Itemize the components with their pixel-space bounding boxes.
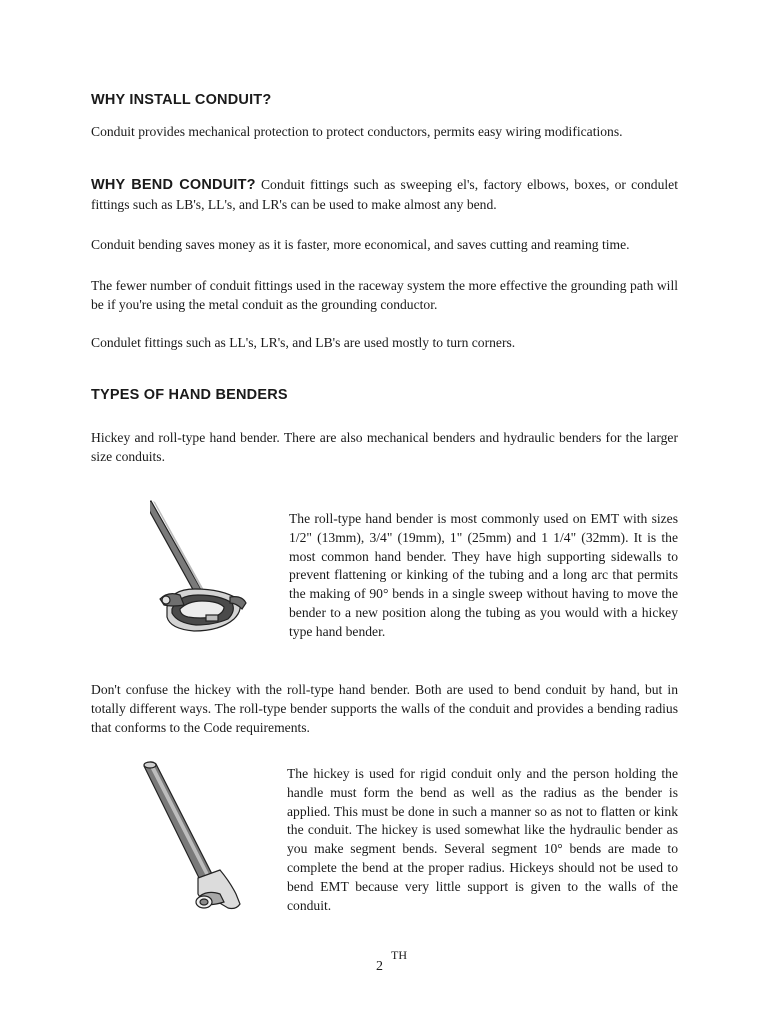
footer-mark: TH <box>391 948 407 962</box>
why-bend-intro-text: Conduit fittings such as sweeping el's, factory elbows, boxes, or condulet fittings such as LB's, LL's, and LR's can be used to make almost any bend. <box>91 177 678 212</box>
paragraph-hickey-description: The hickey is used for rigid conduit only and the person holding the handle must form the bend as well as the radius as the bender is applied. This must be done in such a manner so as not to flatten or kink the conduit. The hickey is used somewhat like the hydraulic bender as you make segment bends. Several segment 10° bends are made to complete the bend at the proper radius. Hickeys should not be used to bend EMT because very little support is given to the walls of the conduit. <box>287 766 678 913</box>
heading-why-install-conduit: WHY INSTALL CONDUIT? <box>91 92 272 108</box>
paragraph-grounding-path: The fewer number of conduit fittings used in the raceway system the more effective the grounding path will be if you're using the metal conduit as the grounding conductor. <box>91 278 678 312</box>
roll-type-bender-illustration <box>150 495 260 640</box>
page-number: 2 <box>376 959 383 974</box>
paragraph-hickey-and-roll-type: Hickey and roll-type hand bender. There are also mechanical benders and hydraulic benders for the larger size conduits. <box>91 430 678 464</box>
heading-why-bend-conduit: WHY BEND CONDUIT? <box>91 177 256 193</box>
heading-types-of-hand-benders: TYPES OF HAND BENDERS <box>91 387 288 403</box>
hickey-bender-illustration <box>140 760 250 920</box>
paragraph-bending-saves-money: Conduit bending saves money as it is faster, more economical, and saves cutting and reaming time. <box>91 237 630 252</box>
paragraph-hickey-vs-roll-type: Don't confuse the hickey with the roll-type hand bender. Both are used to bend conduit by hand, but in totally different ways. The roll-type bender supports the walls of the conduit and provides a bending radius that conforms to the Code requirements. <box>91 682 678 735</box>
paragraph-roll-type-description: The roll-type hand bender is most commonly used on EMT with sizes 1/2" (13mm), 3/4" (19mm), 1" (25mm) and 1 1/4" (32mm). It is the most common hand bender. They have high supporting sidewalls to prevent flattening or kinking of the tubing and a long arc that permits the making of 90° bends in a single sweep without having to move the bender to a new position along the tubing as you would with a hickey type hand bender. <box>289 511 678 639</box>
paragraph-conduit-protection: Conduit provides mechanical protection to protect conductors, permits easy wiring modifications. <box>91 124 623 139</box>
paragraph-why-bend-conduit <box>91 175 678 214</box>
paragraph-condulet-fittings: Condulet fittings such as LL's, LR's, and LB's are used mostly to turn corners. <box>91 335 516 350</box>
